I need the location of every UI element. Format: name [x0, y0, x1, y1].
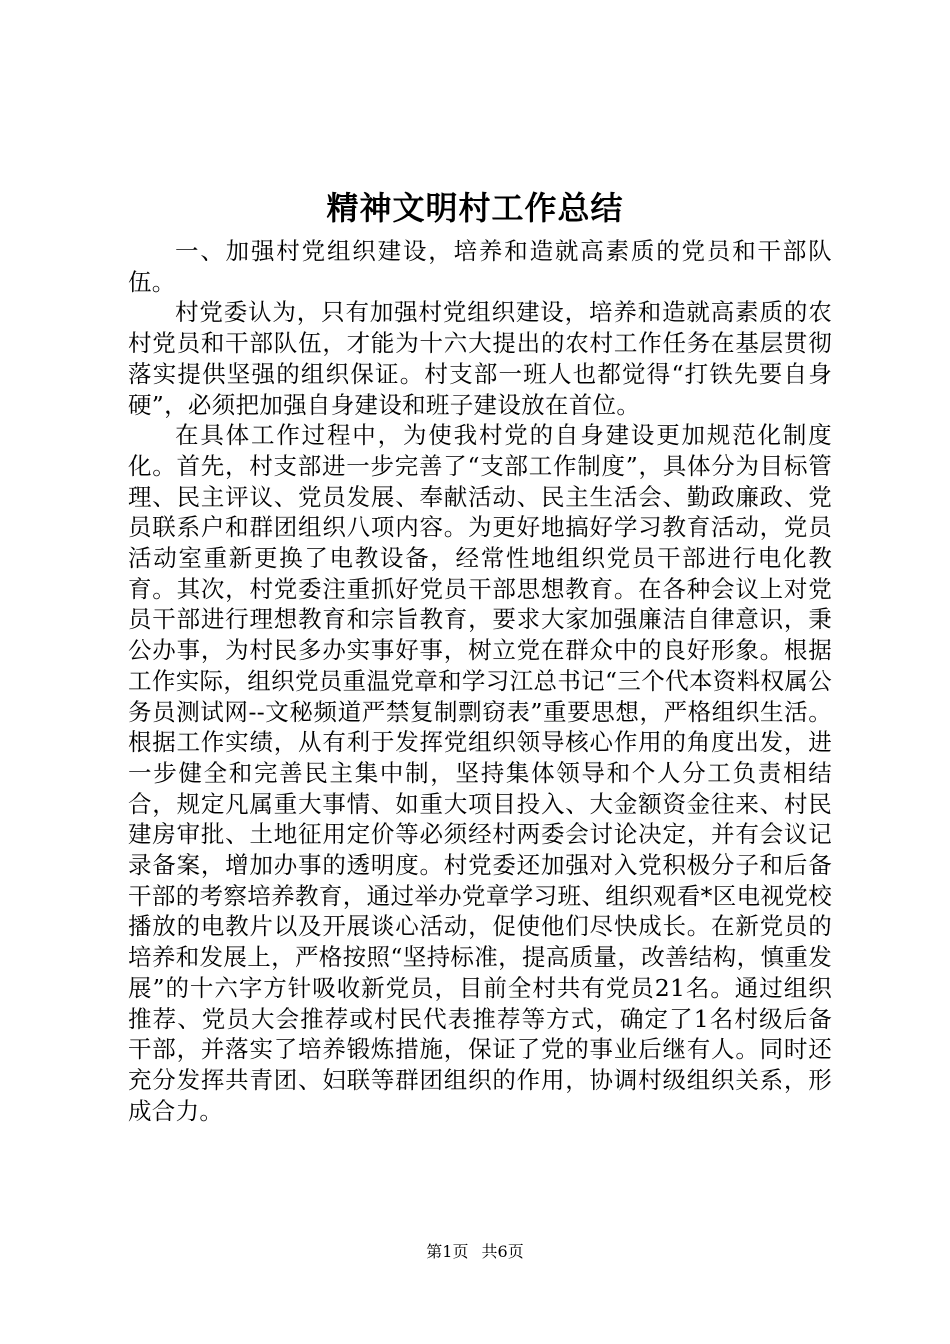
page-total: 共6页	[481, 1242, 524, 1261]
page-footer	[0, 1240, 950, 1264]
page-number: 第1页	[426, 1242, 469, 1261]
document-body	[128, 236, 832, 1126]
section-heading-paragraph: 一、加强村党组织建设，培养和造就高素质的党员和干部队伍。	[128, 237, 832, 296]
document-title: 精神文明村工作总结	[326, 189, 624, 227]
body-paragraph: 村党委认为，只有加强村党组织建设，培养和造就高素质的农村党员和干部队伍，才能为十六大提出的农村工作任务在基层贯彻落实提供坚强的组织保证。村支部一班人也都觉得“打铁先要自身硬”，必须把加强自身建设和班子建设放在首位。	[128, 298, 832, 419]
body-paragraph: 在具体工作过程中，为使我村党的自身建设更加规范化制度化。首先，村支部进一步完善了“支部工作制度”，具体分为目标管理、民主评议、党员发展、奉献活动、民主生活会、勤政廉政、党员联系户和群团组织八项内容。为更好地搞好学习教育活动，党员活动室重新更换了电教设备，经常性地组织党员干部进行电化教育。其次，村党委注重抓好党员干部思想教育。在各种会议上对党员干部进行理想教育和宗旨教育，要求大家加强廉洁自律意识，秉公办事，为村民多办实事好事，树立党在群众中的良好形象。根据工作实际，组织党员重温党章和学习江总书记“三个代本资料权属公务员测试网--文秘频道严禁复制剽窃表”重要思想，严格组织生活。根据工作实绩，从有利于发挥党组织领导核心作用的角度出发，进一步健全和完善民主集中制，坚持集体领导和个人分工负责相结合，规定凡属重大事情、如重大项目投入、大金额资金往来、村民建房审批、土地征用定价等必须经村两委会讨论决定，并有会议记录备案，增加办事的透明度。村党委还加强对入党积极分子和后备干部的考察培养教育，通过举办党章学习班、组织观看*区电视党校播放的电教片以及开展谈心活动，促使他们尽快成长。在新党员的培养和发展上，严格按照“坚持标准，提高质量，改善结构，慎重发展”的十六字方针吸收新党员，目前全村共有党员21名。通过组织推荐、党员大会推荐或村民代表推荐等方式，确定了1名村级后备干部，并落实了培养锻炼措施，保证了党的事业后继有人。同时还充分发挥共青团、妇联等群团组织的作用，协调村级组织关系，形成合力。	[128, 421, 832, 1125]
